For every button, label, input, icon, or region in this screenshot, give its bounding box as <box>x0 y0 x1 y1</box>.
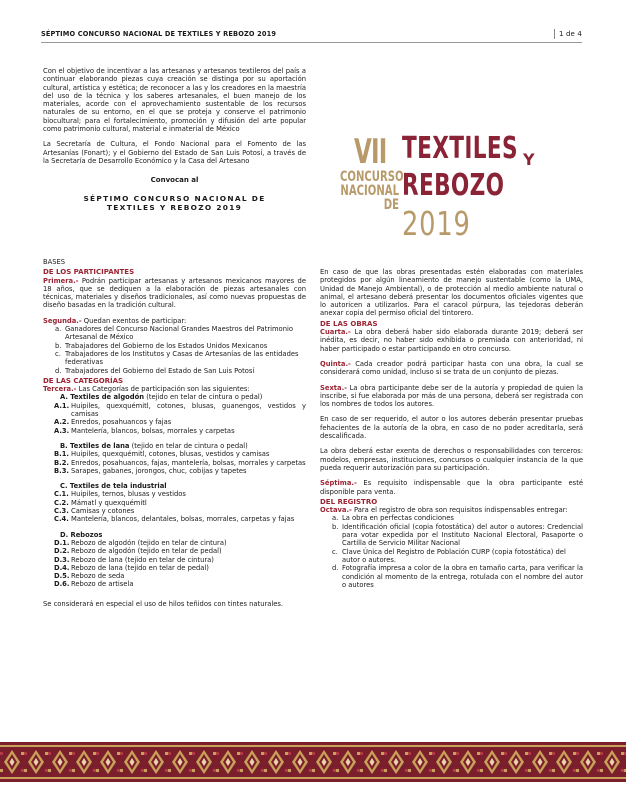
list-marker: b. <box>55 341 62 350</box>
tercera-label: Tercera.- <box>43 385 77 394</box>
page-number <box>554 29 582 39</box>
page-header <box>41 27 582 43</box>
list-marker: a. <box>55 325 62 334</box>
subcategory-code: A.2. <box>54 418 70 427</box>
subcategory-code: B.2. <box>54 458 69 467</box>
octava-label: Octava.- <box>320 506 352 515</box>
subcategory-item <box>43 572 306 580</box>
subcategory-text: Rebozo de lana (tejido en telar de pedal) <box>71 563 209 572</box>
decorative-textile-border <box>0 742 626 782</box>
list-item <box>55 342 306 350</box>
subcategory-item <box>43 515 306 523</box>
list-item-text: Ganadores del Concurso Nacional Grandes Maestros del Patrimonio Artesanal de México <box>65 325 293 342</box>
sexta-paragraph <box>320 384 583 409</box>
logo-textiles: TEXTILES <box>402 131 518 166</box>
list-item <box>55 325 306 342</box>
sexta-text: La obra participante debe ser de la autoría y propiedad de quien la inscribe, si fue elaborada por más de una persona, deberá ser registrada con los nombres de todos los autores. <box>320 383 583 409</box>
subcategory-item <box>43 499 306 507</box>
intro-section <box>43 67 306 213</box>
category-b-name: B. Textiles de lana <box>60 441 130 450</box>
subcategory-item <box>43 427 306 435</box>
septima-label: Séptima.- <box>320 479 357 488</box>
septima-paragraph <box>320 479 583 496</box>
subcategory-item <box>43 418 306 426</box>
segunda-text: Quedan exentos de participar: <box>81 316 187 325</box>
septima-text: Es requisito indispensable que la obra participante esté disponible para venta. <box>320 479 583 496</box>
list-item-text: Identificación oficial (copia fotostática) del autor o autores: Credencial para votar expedida por el Instituto Nacional Electoral, Pasaporte o Cartilla de Servicio Militar Nacional <box>342 522 583 548</box>
contest-title-line1: SÉPTIMO CONCURSO NACIONAL DE <box>83 193 266 203</box>
contest-title <box>43 194 306 213</box>
list-item-text: Trabajadores del Gobierno de los Estados Unidos Mexicanos <box>65 341 268 350</box>
segunda-list <box>43 325 306 375</box>
subcategory-code: B.1. <box>54 450 69 459</box>
category-b-title <box>43 442 306 450</box>
subcategory-text: Sarapes, gabanes, jorongos, chuc, cobijas y tapetes <box>71 466 247 475</box>
subcategory-text: Rebozo de lana (tejido en telar de cintura) <box>71 555 214 564</box>
subcategory-text: Huipiles, ternos, blusas y vestidos <box>71 490 186 499</box>
subcategory-text: Enredos, posahuancos y fajas <box>71 418 172 427</box>
subcategory-text: Enredos, posahuancos, fajas, mantelería, bolsas, morrales y carpetas <box>71 458 306 467</box>
subcategory-code: D.6. <box>54 580 70 589</box>
list-item-text: Trabajadores del Gobierno del Estado de San Luis Potosí <box>65 366 255 375</box>
subcategory-text: Rebozo de artisela <box>71 580 134 589</box>
header-title-bold: TEXTILES Y REBOZO 2019 <box>177 30 277 38</box>
subcategory-item <box>43 539 306 547</box>
subcategory-item <box>43 467 306 475</box>
subcategory-code: C.4. <box>54 515 69 524</box>
quinta-paragraph <box>320 360 583 377</box>
right-column <box>320 268 583 589</box>
subcategory-item <box>43 507 306 515</box>
list-item-text: La obra en perfectas condiciones <box>342 514 454 523</box>
subcategory-text: Rebozo de algodón (tejido en telar de cintura) <box>71 538 227 547</box>
list-item <box>332 548 583 565</box>
subcategory-text: Huipiles, quexquémitl, cotones, blusas, guanengos, vestidos y camisas <box>71 401 306 419</box>
quinta-label: Quinta.- <box>320 359 351 368</box>
subcategory-text: Rebozo de seda <box>71 572 125 581</box>
category-a-title <box>43 393 306 401</box>
subcategory-code: A.1. <box>54 401 70 410</box>
subcategory-code: C.2. <box>54 498 69 507</box>
subcategory-text: Rebozo de algodón (tejido en telar de pedal) <box>71 547 222 556</box>
octava-list <box>320 514 583 589</box>
logo-rebozo: REBOZO <box>402 168 505 203</box>
subcategory-item <box>43 450 306 458</box>
intro-paragraph-2: La Secretaría de Cultura, el Fondo Nacional para el Fomento de las Artesanías (Fonart); y el Gobierno del Estado de San Luis Potosí, a través de la Secretaría de Desarrollo Económico y la Casa del Artesano <box>43 140 306 165</box>
cuarta-label: Cuarta.- <box>320 328 351 337</box>
segunda-label: Segunda.- <box>43 316 82 325</box>
obras-heading: DE LAS OBRAS <box>320 319 378 328</box>
subcategory-code: C.1. <box>54 490 69 499</box>
list-item <box>332 523 583 548</box>
intro-paragraph-1: Con el objetivo de incentivar a las artesanas y artesanos textileros del país a continuar elaborando piezas cuya creación se distinga por su aportación cultural, artística y estética; de reconocer a las y los creadores en la maestría del uso de la técnica y los saberes artesanales, el buen manejo de los materiales, acorde con el aprovechamiento sustentable de los recursos naturales de su entorno, en el que se proteja y conserve el patrimonio biocultural; para el fortalecimiento, promoción y difusión del arte popular como patrimonio cultural, material e inmaterial de México <box>43 67 306 134</box>
contest-title-line2: TEXTILES Y REBOZO 2019 <box>106 203 243 213</box>
list-item <box>332 564 583 589</box>
tercera-text: Las Categorías de participación son las siguientes: <box>76 385 250 394</box>
list-marker: c. <box>332 547 338 556</box>
category-c-title <box>43 482 306 490</box>
subcategory-code: C.3. <box>54 507 69 516</box>
logo-y: Y <box>523 150 535 169</box>
subcategory-item <box>43 556 306 564</box>
list-marker: b. <box>332 522 339 531</box>
subcategory-code: D.1. <box>54 538 70 547</box>
sexta-label: Sexta.- <box>320 383 347 392</box>
subcategory-text: Mantelería, blancos, bolsas, morrales y carpetas <box>71 426 235 435</box>
logo-concurso <box>340 169 404 213</box>
octava-text: Para el registro de obra son requisitos indispensables entregar: <box>351 506 568 515</box>
convocan-label: Convocan al <box>150 176 199 185</box>
subcategory-item <box>43 580 306 588</box>
subcategory-code: A.3. <box>54 426 70 435</box>
page-number-text: 1 de 4 <box>558 30 582 38</box>
cuarta-text: La obra deberá haber sido elaborada durante 2019; deberá ser inédita, es decir, no haber sido exhibida o premiada con anterioridad, ni haber participado o estar participando en otro concurso. <box>320 328 583 353</box>
logo-roman: VII <box>354 132 387 172</box>
subcategory-item <box>43 459 306 467</box>
subcategory-text: Huipiles, quexquémitl, cotones, blusas, vestidos y camisas <box>71 450 270 459</box>
list-item-text: Clave Única del Registro de Población CURP (copia fotostática) del autor o autores. <box>342 547 566 564</box>
subcategory-item <box>43 547 306 555</box>
bases-label: BASES <box>43 258 66 266</box>
subcategory-item <box>43 564 306 572</box>
subcategory-code: B.3. <box>54 466 69 475</box>
logo-concurso-word: CONCURSO <box>340 169 404 185</box>
octava-paragraph <box>320 506 583 514</box>
list-item-text: Trabajadores de los Institutos y Casas de Artesanías de las entidades federativas <box>65 349 299 367</box>
category-a-name: A. Textiles de algodón <box>60 393 145 402</box>
primera-paragraph <box>43 277 306 310</box>
categorias-heading: DE LAS CATEGORÍAS <box>43 376 124 385</box>
list-item-text: Fotografía impresa a color de la obra en tamaño carta, para verificar la condición al momento de la entrega, rotulada con el nombre del autor o autores <box>342 564 583 589</box>
contest-logo <box>340 128 590 258</box>
category-b-note: (tejido en telar de cintura o pedal) <box>129 441 248 450</box>
exenta-paragraph: La obra deberá estar exenta de derechos o responsabilidades con terceros: modelos, empresas, instituciones, concursos o cualquier instancia de la que pueda requerir autorización para su participación. <box>320 447 583 472</box>
subcategory-code: D.2. <box>54 547 70 556</box>
header-title <box>41 30 276 38</box>
subcategory-item <box>43 490 306 498</box>
primera-label: Primera.- <box>43 276 79 285</box>
logo-nacional-word: NACIONAL DE <box>340 183 400 213</box>
tercera-paragraph <box>43 385 306 393</box>
cuarta-paragraph <box>320 328 583 353</box>
category-d-title <box>43 531 306 539</box>
list-item <box>55 367 306 375</box>
subcategory-item <box>43 402 306 419</box>
segunda-paragraph <box>43 317 306 325</box>
subcategory-text: Mámatl y quexquémitl <box>71 498 147 507</box>
list-item <box>55 350 306 367</box>
logo-year: 2019 <box>402 204 471 243</box>
autor-paragraph: En caso de ser requerido, el autor o los autores deberán presentar pruebas fehacientes de la autoría de la obra, en caso de no poder acreditarla, será descalificada. <box>320 415 583 441</box>
subcategory-code: D.5. <box>54 572 70 581</box>
subcategory-code: D.3. <box>54 555 70 564</box>
list-marker: d. <box>55 366 62 375</box>
participantes-heading: DE LOS PARTICIPANTES <box>43 268 135 277</box>
subcategory-code: D.4. <box>54 563 70 572</box>
list-item <box>332 514 583 522</box>
category-a-note: (tejido en telar de cintura o pedal) <box>144 393 263 402</box>
left-column <box>43 258 306 608</box>
quinta-text: Cada creador podrá participar hasta con una obra, la cual se considerará como unidad, incluso si se trata de un conjunto de piezas. <box>320 359 583 377</box>
closing-note: Se considerará en especial el uso de hilos teñidos con tintes naturales. <box>43 599 284 608</box>
category-c-name: C. Textiles de tela industrial <box>60 482 167 491</box>
list-marker: a. <box>332 514 339 523</box>
subcategory-text: Camisas y cotones <box>71 507 135 516</box>
registro-heading: DEL REGISTRO <box>320 497 378 506</box>
primera-text: Podrán participar artesanas y artesanos mexicanos mayores de 18 años, que se dediquen a la elaboración de piezas artesanales con técnicas, materiales y diseños tradicionales, así como nuevas propuestas de diseño basadas en la tradición cultural. <box>43 276 306 310</box>
list-marker: c. <box>55 349 61 358</box>
header-title-prefix: SÉPTIMO CONCURSO NACIONAL DE <box>41 30 178 38</box>
subcategory-text: Mantelería, blancos, delantales, bolsas, morrales, carpetas y fajas <box>71 515 295 524</box>
protegidos-paragraph: En caso de que las obras presentadas estén elaboradas con materiales protegidos por algún lineamiento de manejo sustentable (como la UMA, Unidad de Manejo Ambiental), o de protección al medio ambiente natural o animal, el artesano deberá presentar los documentos oficiales vigentes que lo autoricen a utilizarlos. Para el caracol púrpura, las tejedoras deberán anexar copia del permiso oficial del tintorero. <box>320 268 583 318</box>
category-d-name: D. Rebozos <box>60 530 103 539</box>
list-marker: d. <box>332 564 339 573</box>
